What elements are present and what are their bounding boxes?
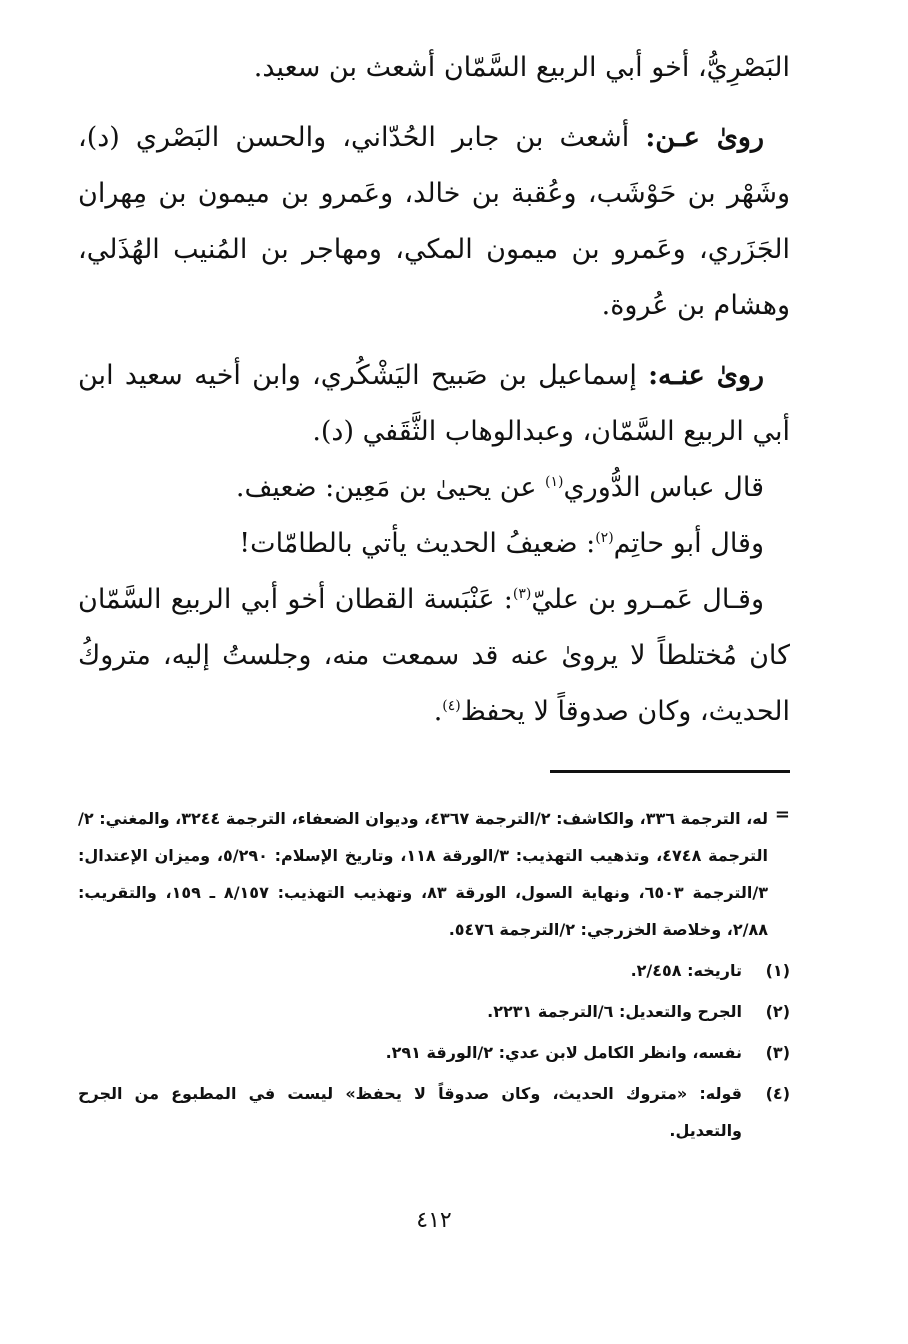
footnote-item (78, 1075, 790, 1149)
continuation-mark: = (774, 804, 790, 825)
footnote-continuation (78, 800, 790, 948)
footnote-number: (١) (765, 961, 790, 980)
amr-text-end: . (433, 696, 443, 727)
continuation-text: له، الترجمة ٣٣٦، والكاشف: ٢/الترجمة ٤٣٦٧، وديوان الضعفاء، الترجمة ٣٢٤٤، والمغني: ٢/الترجمة ٤٧٤٨، وتذهيب التهذيب: ٣/الورقة ١١٨، وتاريخ الإسلام: ٥/٢٩٠، وميزان الإعتدال: ٣/الترجمة ٦٥٠٣، ونهاية السول، الورقة ٨٣، وتهذيب التهذيب: ٨/١٥٧ ـ ١٥٩، والتقريب: ٢/٨٨، وخلاصة الخزرجي: ٢/الترجمة ٥٤٧٦. (78, 809, 769, 939)
footnote-separator (550, 770, 790, 773)
footnote-number: (٣) (765, 1043, 790, 1062)
footnote-item (78, 993, 790, 1030)
intro-text: البَصْرِيُّ، أخو أبي الربيع السَّمّان أشعث بن سعيد. (253, 52, 790, 83)
abu-hatim-text-b: : ضعيفُ الحديث يأتي بالطامّات! (239, 528, 596, 559)
footnote-text: تاريخه: ٢/٤٥٨. (630, 961, 742, 980)
narrated-from-label: روىٰ عـن: (645, 122, 764, 153)
footnote-text: قوله: «متروك الحديث، وكان صدوقاً لا يحفظ» ليست في المطبوع من الجرح والتعديل. (78, 1084, 742, 1140)
abu-hatim-text-a: وقال أبو حاتِم (613, 528, 764, 559)
footnote-text: الجرح والتعديل: ٦/الترجمة ٢٢٣١. (487, 1002, 742, 1021)
footnote-ref-3[interactable]: (٣) (512, 586, 532, 602)
footnotes (78, 800, 790, 1149)
narrated-by-text: إسماعيل بن صَبيح اليَشْكُري، وابن أخيه سعيد ابن أبي الربيع السَّمّان، وعبدالوهاب الثَّقَفي (د). (78, 360, 790, 447)
page (78, 0, 790, 1233)
page-number: ٤١٢ (416, 1208, 452, 1233)
paragraph-narrated-by (78, 348, 790, 460)
narrated-from-text: أشعث بن جابر الحُدّاني، والحسن البَصْري (د)، وشَهْر بن حَوْشَب، وعُقبة بن خالد، وعَمرو بن ميمون بن مِهران الجَزَري، وعَمرو بن ميمون المكي، ومهاجر بن المُنيب الهُذَلي، وهشام بن عُروة. (78, 122, 790, 321)
paragraph-narrated-from (78, 110, 790, 334)
paragraph-amr-ibn-ali (78, 572, 790, 740)
footnote-item (78, 1034, 790, 1071)
paragraph-abbas-douri (78, 460, 790, 516)
footnote-text: نفسه، وانظر الكامل لابن عدي: ٢/الورقة ٢٩١. (385, 1043, 742, 1062)
paragraph-abu-hatim (78, 516, 790, 572)
amr-text-b: : عَنْبَسة القطان أخو أبي الربيع السَّمّان كان مُختلطاً لا يروىٰ عنه قد سمعت منه، وجلستُ إليه، متروكُ الحديث، وكان صدوقاً لا يحفظ (78, 584, 790, 727)
amr-text-a: وقـال عَمـرو بن عليّ (531, 584, 764, 615)
paragraph-intro (78, 40, 790, 96)
footnote-number: (٢) (765, 1002, 790, 1021)
footnote-number: (٤) (765, 1084, 790, 1103)
footnote-item (78, 952, 790, 989)
main-text (78, 40, 790, 740)
footnote-ref-2[interactable]: (٢) (595, 530, 614, 546)
footnote-ref-1[interactable]: (١) (545, 474, 564, 490)
abbas-text-b: عن يحيىٰ بن مَعِين: ضعيف. (235, 472, 546, 503)
abbas-text-a: قال عباس الدُّوري (563, 472, 764, 503)
footnote-ref-4[interactable]: (٤) (442, 698, 461, 714)
narrated-by-label: روىٰ عنـه: (648, 360, 764, 391)
